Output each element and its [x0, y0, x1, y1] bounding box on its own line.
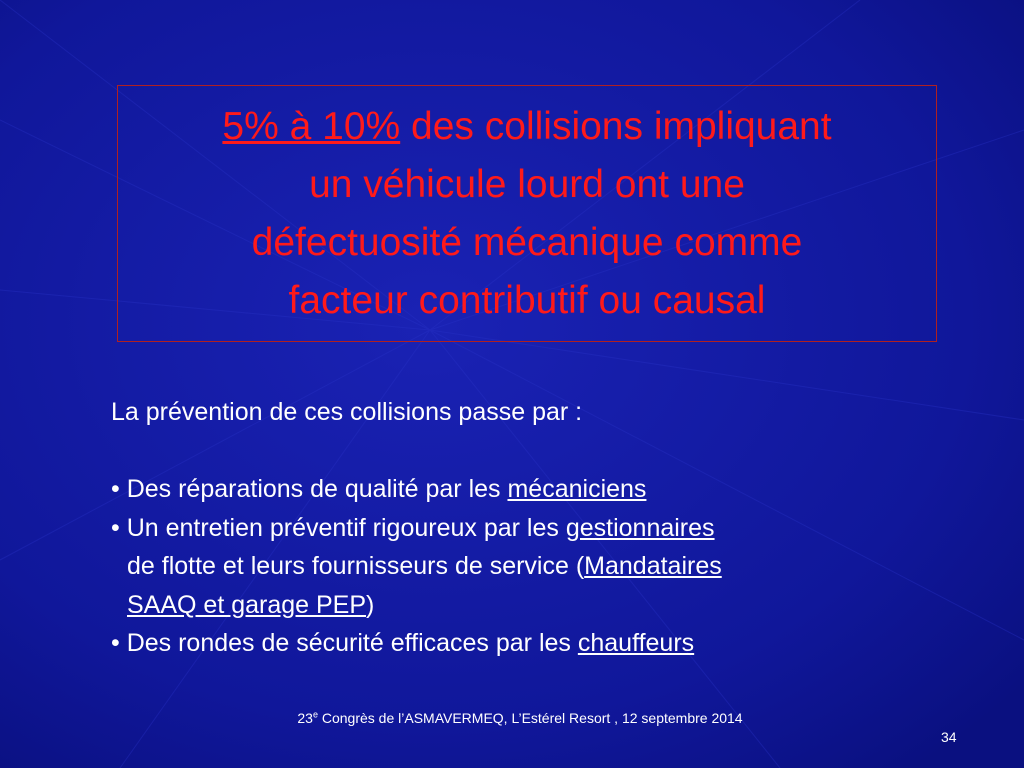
- slide-footer: [0, 710, 1024, 726]
- intro-text: La prévention de ces collisions passe par :: [111, 398, 583, 426]
- gestionnaires-link[interactable]: gestionnaires: [565, 513, 715, 542]
- chauffeurs-link[interactable]: chauffeurs: [577, 629, 695, 657]
- bullet-mechanics: [111, 470, 991, 509]
- callout-box: [117, 85, 937, 342]
- callout-line-2: un véhicule lourd ont une: [309, 163, 745, 206]
- footer-number: 23: [297, 710, 313, 726]
- callout-line-4: facteur contributif ou causal: [288, 279, 766, 322]
- callout-line-3: défectuosité mécanique comme: [251, 221, 803, 264]
- bullet-maintenance-line-3: [111, 586, 991, 625]
- page-number: 34: [941, 729, 957, 745]
- spacer: [111, 432, 991, 471]
- closing-paren: ): [366, 590, 375, 619]
- bullet-drivers: [111, 624, 991, 663]
- bullet-2-line-2-text: de flotte et leurs fournisseurs de service (: [127, 552, 585, 580]
- callout-line-1: [118, 98, 936, 156]
- saaq-pep-label: SAAQ et garage PEP: [127, 590, 367, 619]
- bullet-maintenance-line-2: [111, 547, 991, 586]
- bullet-2-text: • Un entretien préventif rigoureux par les: [111, 513, 566, 542]
- bullet-1-text: • Des réparations de qualité par les: [111, 475, 508, 503]
- bullet-3-text: • Des rondes de sécurité efficaces par les: [111, 629, 578, 657]
- callout-highlight: 5% à 10%: [222, 105, 401, 148]
- body-text: [111, 393, 991, 663]
- saaq-pep-link[interactable]: [111, 591, 366, 619]
- mandataires-link[interactable]: Mandataires: [584, 552, 722, 580]
- bullet-maintenance: [111, 509, 991, 548]
- mecaniciens-link[interactable]: mécaniciens: [507, 475, 647, 503]
- callout-line-1-text: des collisions impliquant: [400, 105, 832, 148]
- footer-text: Congrès de l’ASMAVERMEQ, L’Estérel Resort , 12 septembre 2014: [317, 710, 743, 726]
- footer-superscript: e: [312, 709, 318, 720]
